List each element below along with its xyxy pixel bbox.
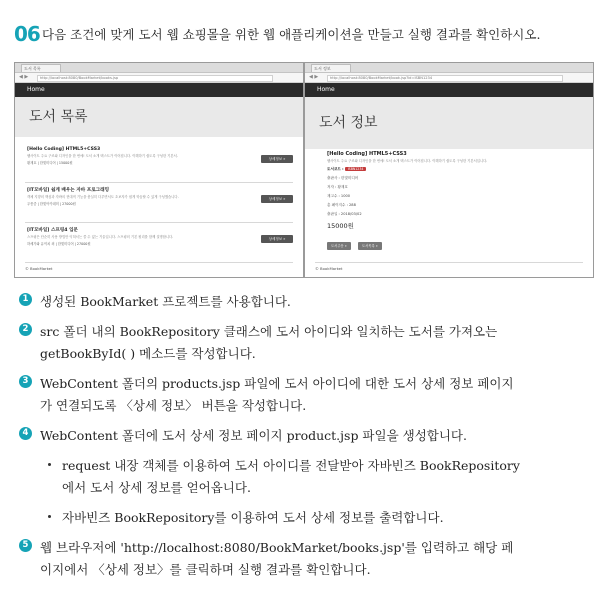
page-title: 도서 정보 (319, 115, 378, 131)
bullet-icon (48, 515, 51, 518)
book-list-button[interactable]: 도서목록 » (358, 242, 382, 250)
book-detail (327, 151, 577, 251)
book-code-label: 도서코드 : (327, 167, 344, 172)
nav-home-link[interactable]: Home (27, 86, 45, 93)
navbar (15, 83, 303, 97)
page-footer: © BookMarket (25, 266, 53, 271)
detail-buttons (327, 232, 577, 251)
url-input[interactable]: http://localhost:8080/BookMarket/books.jsp (37, 75, 273, 82)
step-number-badge: 1 (19, 293, 32, 306)
step-text: WebContent 폴더에 도서 상세 정보 페이지 product.jsp 파일을 생성합니다. (40, 428, 467, 443)
book-description: 웹사이트 주요 구조와 디자인을 한 번에! 도서 소개 텍스트가 이어집니다. 이해하기 쉽도록 구성한 기본서입니다. (327, 159, 488, 163)
book-meta: 하세가와 유이치 외 | 한빛미디어 | 27000원 (27, 242, 91, 247)
step-text: 에서 도서 상세 정보를 얻어옵니다. (62, 480, 251, 495)
jumbotron (15, 97, 303, 137)
book-item (27, 187, 227, 206)
step-number-badge: 3 (19, 375, 32, 388)
back-forward-icon[interactable]: ◀ ▶ (309, 74, 319, 80)
screenshot-book-detail (304, 62, 594, 278)
question-header (14, 22, 598, 46)
step-text: 이지에서 〈상세 정보〉를 클릭하며 실행 결과를 확인합니다. (40, 562, 371, 577)
url-input[interactable]: http://localhost:8080/BookMarket/book.jsp?id=ISBN1234 (327, 75, 563, 82)
question-number: 06 (14, 22, 40, 46)
step-text: WebContent 폴더의 products.jsp 파일에 도서 아이디에 대한 도서 상세 정보 페이지 (40, 376, 514, 391)
book-item (27, 147, 227, 165)
divider (25, 262, 293, 263)
book-author: 저자 : 황재호 (327, 185, 348, 190)
step-text: 자바빈즈 BookRepository를 이용하여 도서 상세 정보를 출력합니다. (62, 510, 444, 525)
step-text: 생성된 BookMarket 프로젝트를 사용합니다. (40, 294, 291, 309)
step-text: request 내장 객체를 이용하여 도서 아이디를 전달받아 자바빈즈 BookRepository (62, 458, 520, 473)
step-number-badge: 2 (19, 323, 32, 336)
book-title: [Hello Coding] HTML5+CSS3 (327, 151, 407, 157)
order-button[interactable]: 도서주문 » (327, 242, 351, 250)
browser-tab-bar (15, 63, 303, 73)
divider (25, 222, 293, 223)
step-text: getBookById( ) 메소드를 작성합니다. (40, 346, 256, 361)
browser-tab[interactable]: 도서 정보 (311, 64, 351, 72)
step-number-badge: 4 (19, 427, 32, 440)
book-stock: 재고수 : 1000 (327, 194, 351, 199)
book-price: 15000원 (327, 222, 354, 231)
jumbotron (305, 97, 593, 149)
detail-button[interactable]: 상세정보 » (261, 195, 293, 203)
page-footer: © BookMarket (315, 266, 343, 271)
detail-button[interactable]: 상세정보 » (261, 235, 293, 243)
step-text: 가 연결되도록 〈상세 정보〉 버튼을 작성합니다. (40, 398, 307, 413)
screenshot-book-list (14, 62, 304, 278)
divider (25, 182, 293, 183)
book-code-row (327, 167, 577, 172)
detail-button[interactable]: 상세정보 » (261, 155, 293, 163)
book-title: [IT모바일] 쉽게 배우는 자바 프로그래밍 (27, 188, 110, 193)
navbar (305, 83, 593, 97)
browser-tab[interactable]: 도서 목록 (21, 64, 61, 72)
book-description: 스프링은 단순히 사용 방법만 익혀서는 쓸 수 없는 기술입니다. 스프링의 기본 원리를 함께 설명합니다. (27, 235, 174, 239)
divider (315, 262, 583, 263)
book-publisher: 출판사 : 한빛미디어 (327, 176, 359, 181)
book-meta: 황재호 | 한빛미디어 | 15000원 (27, 161, 73, 166)
step-number-badge: 5 (19, 539, 32, 552)
book-date: 출판일 : 2018/03/02 (327, 212, 362, 217)
nav-home-link[interactable]: Home (317, 86, 335, 93)
step-text: src 폴더 내의 BookRepository 클래스에 도서 아이디와 일치하는 도서를 가져오는 (40, 324, 498, 339)
step-text: 웹 브라우저에 'http://localhost:8080/BookMarket/books.jsp'를 입력하고 해당 페 (40, 540, 514, 555)
book-title: [Hello Coding] HTML5+CSS3 (27, 147, 101, 152)
book-item (27, 227, 227, 246)
browser-address-bar (305, 73, 593, 83)
browser-tab-bar (305, 63, 593, 73)
browser-address-bar (15, 73, 303, 83)
book-description: 객체 지향의 핵심과 자바의 현대적 기능을 충실히 다루면서도 초보자가 쉽게 학습할 수 있게 구성했습니다. (27, 195, 179, 199)
page-title: 도서 목록 (29, 109, 88, 125)
back-forward-icon[interactable]: ◀ ▶ (19, 74, 29, 80)
book-meta: 우종중 | 한빛아카데미 | 27000원 (27, 202, 76, 207)
book-title: [IT모바일] 스프링4 입문 (27, 228, 78, 233)
book-pages: 총 페이지수 : 288 (327, 203, 356, 208)
book-code-badge: ISBN1234 (345, 167, 367, 171)
question-text: 다음 조건에 맞게 도서 웹 쇼핑몰을 위한 웹 애플리케이션을 만들고 실행 결과를 확인하시오. (42, 27, 541, 42)
book-description: 웹사이트 주요 구조와 디자인을 한 번에! 도서 소개 텍스트가 이어집니다. 이해하기 쉽도록 구성한 기본서. (27, 154, 178, 158)
bullet-icon (48, 463, 51, 466)
